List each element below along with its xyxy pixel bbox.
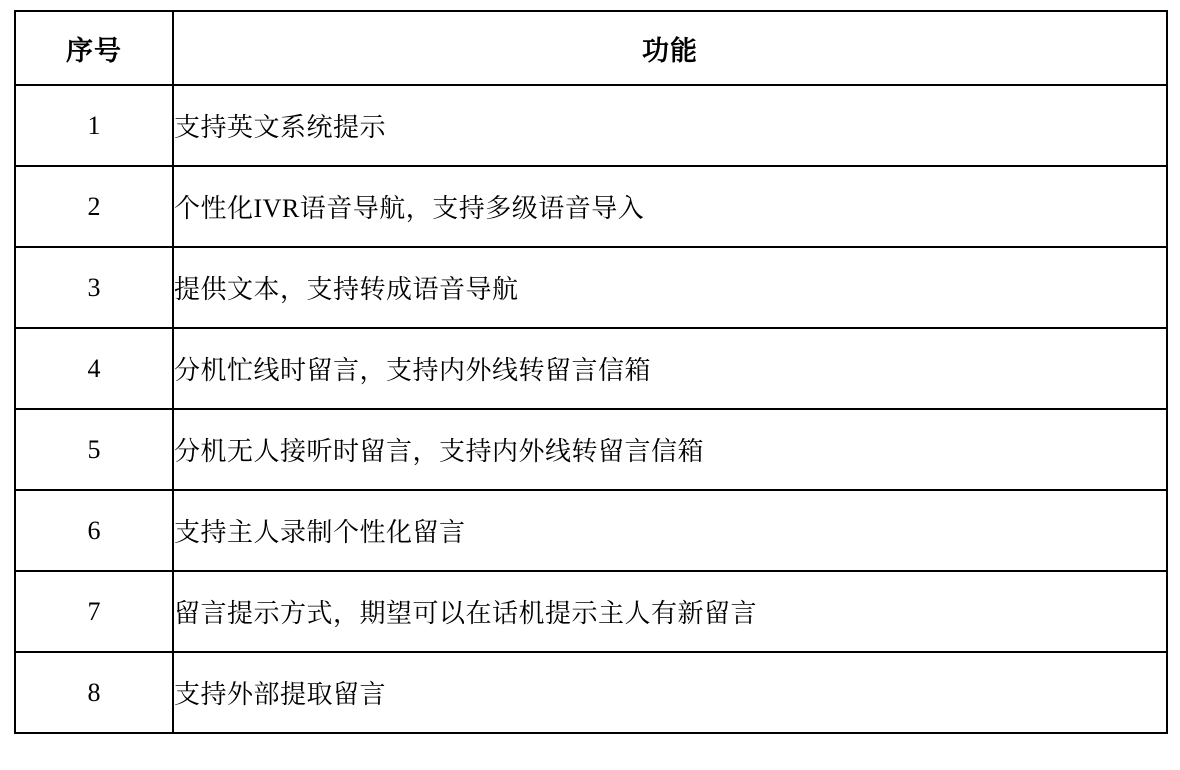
row-index: 3: [15, 247, 173, 328]
row-index: 7: [15, 571, 173, 652]
row-index: 2: [15, 166, 173, 247]
table-row: [15, 571, 1167, 652]
row-index: 5: [15, 409, 173, 490]
table-row: [15, 85, 1167, 166]
table-row: [15, 652, 1167, 733]
column-header-index: 序号: [15, 11, 173, 85]
row-feature: 支持外部提取留言: [173, 652, 1167, 733]
table-header: [15, 11, 1167, 85]
table-header-row: [15, 11, 1167, 85]
row-feature: 提供文本，支持转成语音导航: [173, 247, 1167, 328]
row-feature: 支持主人录制个性化留言: [173, 490, 1167, 571]
row-index: 4: [15, 328, 173, 409]
table-row: [15, 328, 1167, 409]
row-index: 1: [15, 85, 173, 166]
row-feature: 支持英文系统提示: [173, 85, 1167, 166]
table-row: [15, 247, 1167, 328]
row-index: 6: [15, 490, 173, 571]
table-body: [15, 85, 1167, 733]
table-row: [15, 490, 1167, 571]
row-feature: 分机忙线时留言，支持内外线转留言信箱: [173, 328, 1167, 409]
row-feature: 个性化IVR语音导航，支持多级语音导入: [173, 166, 1167, 247]
row-feature: 留言提示方式，期望可以在话机提示主人有新留言: [173, 571, 1167, 652]
column-header-feature: 功能: [173, 11, 1167, 85]
table-row: [15, 409, 1167, 490]
row-feature: 分机无人接听时留言，支持内外线转留言信箱: [173, 409, 1167, 490]
feature-table: [14, 10, 1168, 734]
row-index: 8: [15, 652, 173, 733]
table-row: [15, 166, 1167, 247]
